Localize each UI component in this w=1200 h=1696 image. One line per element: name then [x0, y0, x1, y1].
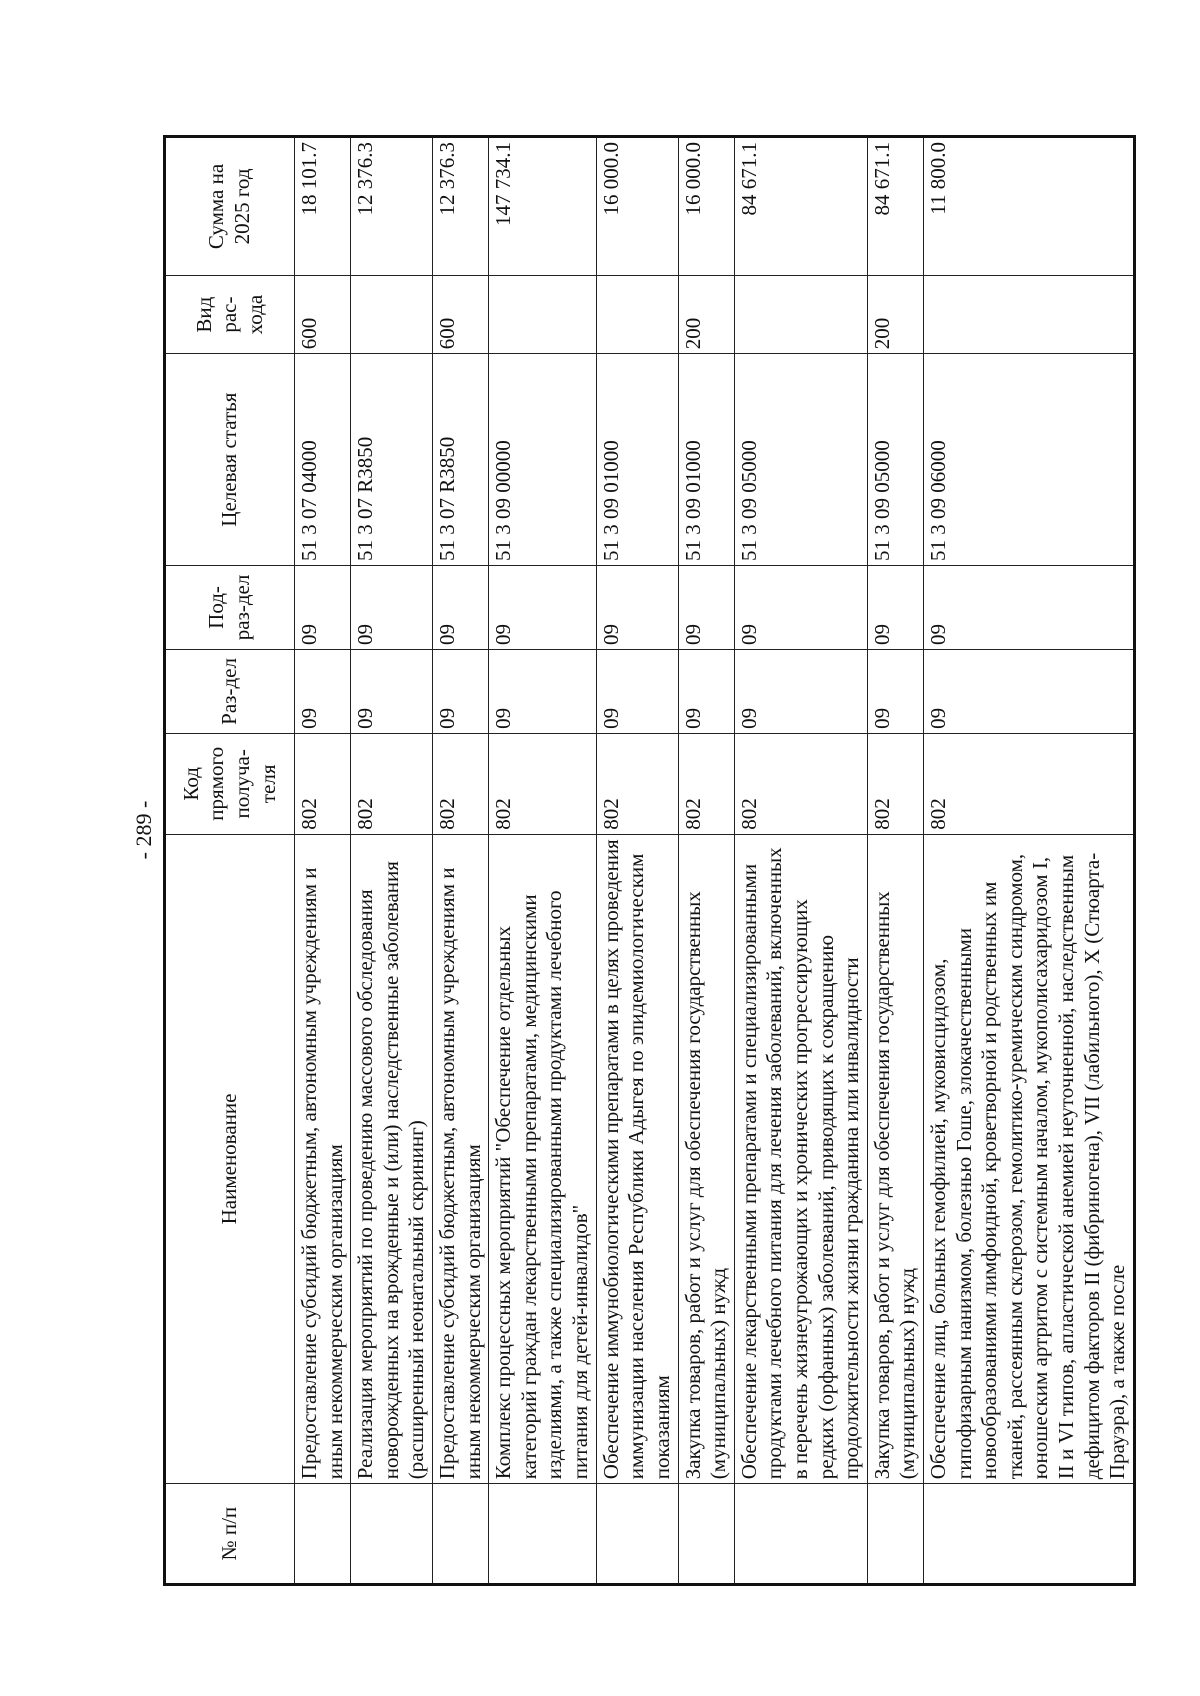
cell-expense-type: 600: [295, 275, 351, 353]
cell-subsection: 09: [924, 565, 1135, 649]
cell-article: 51 3 09 06000: [924, 354, 1135, 566]
cell-section: 09: [433, 649, 489, 733]
table-row: [678, 137, 734, 1585]
cell-expense-type: [596, 275, 678, 353]
cell-name: Реализация мероприятий по проведению массового обследования новорожденных на врожденные и (или) наследственные заболевания (расширенный неонатальный скрининг): [351, 834, 433, 1484]
table-row: [734, 137, 867, 1585]
cell-num: [596, 1484, 678, 1585]
cell-name: Комплекс процессных мероприятий "Обеспечение отдельных категорий граждан лекарственными препаратами, медицинскими изделиями, а также специализированными продуктами лечебного питания для детей-инвалидов": [489, 834, 596, 1484]
cell-code: 802: [596, 733, 678, 834]
cell-num: [489, 1484, 596, 1585]
cell-section: 09: [678, 649, 734, 733]
cell-section: 09: [295, 649, 351, 733]
table-row: [433, 137, 489, 1585]
cell-subsection: 09: [489, 565, 596, 649]
cell-sum: 12 376.3: [351, 137, 433, 276]
cell-section: 09: [867, 649, 923, 733]
cell-name: Закупка товаров, работ и услуг для обеспечения государственных (муниципальных) нужд: [867, 834, 923, 1484]
cell-expense-type: [734, 275, 867, 353]
table-header-row: [165, 137, 295, 1585]
cell-section: 09: [924, 649, 1135, 733]
header-num: № п/п: [165, 1484, 295, 1585]
cell-expense-type: 600: [433, 275, 489, 353]
cell-code: 802: [489, 733, 596, 834]
cell-article: 51 3 09 00000: [489, 354, 596, 566]
rotated-document-page: [123, 96, 1200, 1616]
header-section: Раз-дел: [165, 649, 295, 733]
cell-sum: 18 101.7: [295, 137, 351, 276]
cell-sum: 84 671.1: [867, 137, 923, 276]
cell-name: Обеспечение лекарственными препаратами и специализированными продуктами лечебного питания для лечения заболеваний, включенных в перечень жизнеугрожающих и хронических прогрессирующих редких (орфанных) заболеваний, приводящих к сокращению продолжительности жизни гражданина или инвалидности: [734, 834, 867, 1484]
cell-sum: 11 800.0: [924, 137, 1135, 276]
cell-article: 51 3 09 05000: [734, 354, 867, 566]
cell-expense-type: [351, 275, 433, 353]
cell-article: 51 3 09 05000: [867, 354, 923, 566]
cell-name: Предоставление субсидий бюджетным, автономным учреждениям и иным некоммерческим организациям: [295, 834, 351, 1484]
cell-subsection: 09: [295, 565, 351, 649]
table-row: [867, 137, 923, 1585]
cell-num: [433, 1484, 489, 1585]
cell-subsection: 09: [678, 565, 734, 649]
cell-sum: 12 376.3: [433, 137, 489, 276]
table-row: [351, 137, 433, 1585]
cell-code: 802: [924, 733, 1135, 834]
header-subsection: Под-раз-дел: [165, 565, 295, 649]
cell-article: 51 3 07 R3850: [351, 354, 433, 566]
cell-section: 09: [734, 649, 867, 733]
cell-expense-type: 200: [678, 275, 734, 353]
table-row: [924, 137, 1135, 1585]
cell-code: 802: [351, 733, 433, 834]
cell-sum: 16 000.0: [678, 137, 734, 276]
cell-subsection: 09: [351, 565, 433, 649]
cell-subsection: 09: [734, 565, 867, 649]
cell-article: 51 3 07 R3850: [433, 354, 489, 566]
cell-code: 802: [295, 733, 351, 834]
cell-article: 51 3 07 04000: [295, 354, 351, 566]
cell-sum: 16 000.0: [596, 137, 678, 276]
cell-article: 51 3 09 01000: [678, 354, 734, 566]
cell-code: 802: [867, 733, 923, 834]
header-article: Целевая статья: [165, 354, 295, 566]
cell-name: Закупка товаров, работ и услуг для обеспечения государственных (муниципальных) нужд: [678, 834, 734, 1484]
cell-expense-type: 200: [867, 275, 923, 353]
cell-num: [295, 1484, 351, 1585]
cell-section: 09: [489, 649, 596, 733]
cell-code: 802: [734, 733, 867, 834]
header-expense-type: Вид рас-хода: [165, 275, 295, 353]
header-name: Наименование: [165, 834, 295, 1484]
cell-num: [734, 1484, 867, 1585]
cell-expense-type: [924, 275, 1135, 353]
cell-num: [351, 1484, 433, 1585]
cell-code: 802: [678, 733, 734, 834]
cell-section: 09: [351, 649, 433, 733]
table-row: [489, 137, 596, 1585]
cell-num: [924, 1484, 1135, 1585]
cell-name: Предоставление субсидий бюджетным, автономным учреждениям и иным некоммерческим организациям: [433, 834, 489, 1484]
cell-subsection: 09: [433, 565, 489, 649]
cell-name: Обеспечение лиц, больных гемофилией, муковисцидозом, гипофизарным нанизмом, болезнью Гоше, злокачественными новообразованиями лимфоидной, кроветворной и родственных им тканей, рассеянным склерозом, гемолитико-уремическим синдромом, юношеским артритом с системным началом, мукополисахаридозом I, II и VI типов, апластической анемией неуточненной, наследственным дефицитом факторов II (фибриногена), VII (лабильного), X (Стюарта-Прауэра), а также после: [924, 834, 1135, 1484]
cell-sum: 147 734.1: [489, 137, 596, 276]
cell-section: 09: [596, 649, 678, 733]
cell-name: Обеспечение иммунобиологическими препаратами в целях проведения иммунизации населения Республики Адыгея по эпидемиологическим показаниям: [596, 834, 678, 1484]
page-number: - 289 -: [131, 800, 156, 860]
cell-sum: 84 671.1: [734, 137, 867, 276]
cell-code: 802: [433, 733, 489, 834]
header-code: Код прямого получа-теля: [165, 733, 295, 834]
cell-article: 51 3 09 01000: [596, 354, 678, 566]
cell-expense-type: [489, 275, 596, 353]
cell-subsection: 09: [596, 565, 678, 649]
table-row: [596, 137, 678, 1585]
budget-table: [163, 135, 1136, 1586]
cell-num: [678, 1484, 734, 1585]
table-row: [295, 137, 351, 1585]
cell-subsection: 09: [867, 565, 923, 649]
cell-num: [867, 1484, 923, 1585]
header-sum: Сумма на 2025 год: [165, 137, 295, 276]
